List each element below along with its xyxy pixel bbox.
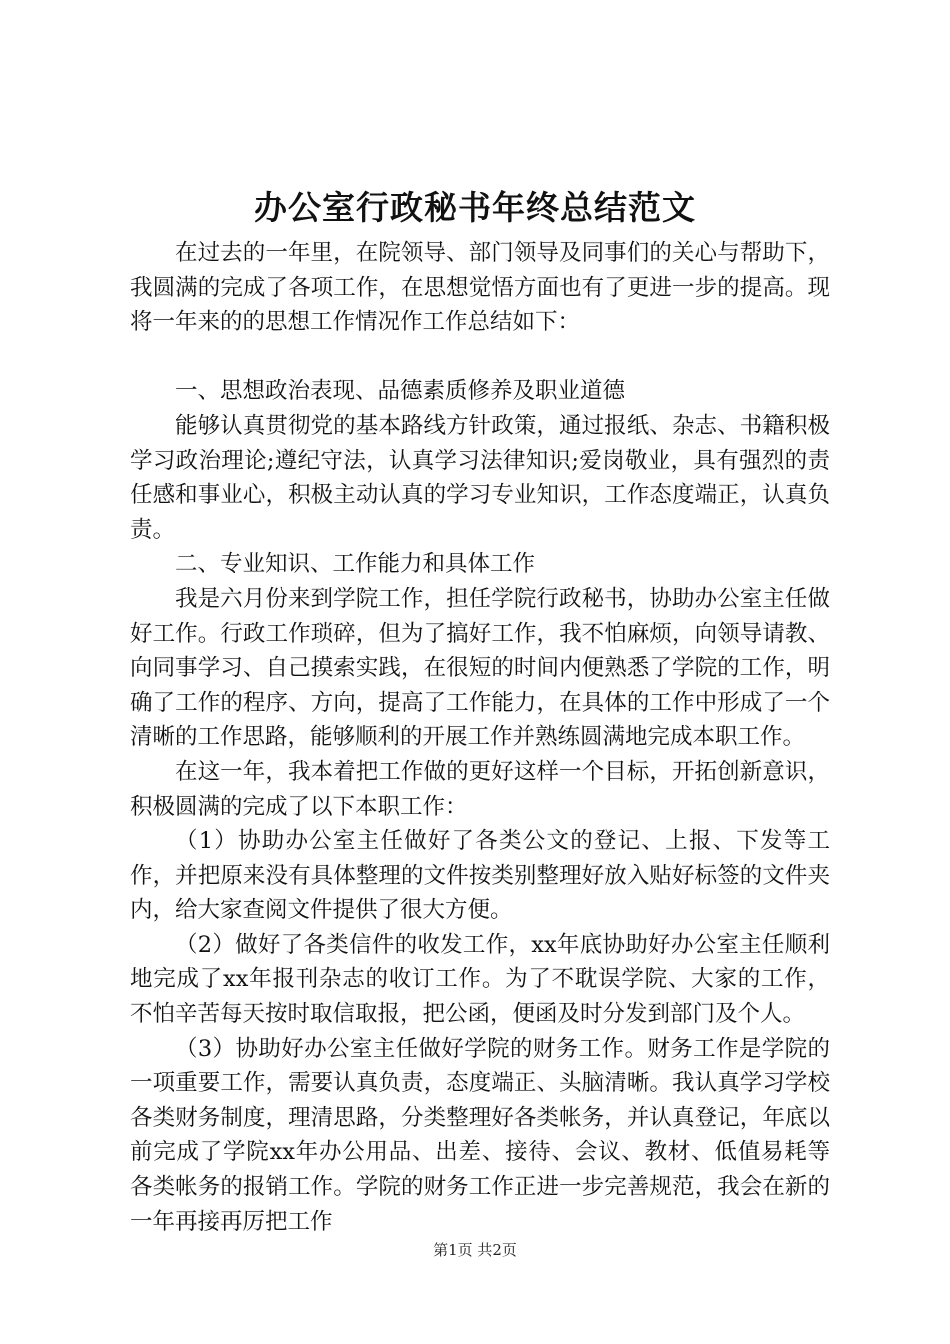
list-item-2: （2）做好了各类信件的收发工作，xx年底协助好办公室主任顺利地完成了xx年报刊杂志的收订工作。为了不耽误学院、大家的工作，不怕辛苦每天按时取信取报，把公函，便函及时分发到部门及个人。 bbox=[130, 931, 830, 1028]
list-item-3: （3）协助好办公室主任做好学院的财务工作。财务工作是学院的一项重要工作，需要认真负责，态度端正、头脑清晰。我认真学习学校各类财务制度，理清思路，分类整理好各类帐务，并认真登记，年底以前完成了学院xx年办公用品、出差、接待、会议、教材、低值易耗等各类帐务的报销工作。学院的财务工作正进一步完善规范，我会在新的一年再接再厉把工作 bbox=[130, 1035, 830, 1235]
document-body bbox=[130, 236, 830, 1239]
section-heading-1: 一、思想政治表现、品德素质修养及职业道德 bbox=[175, 378, 626, 405]
body-paragraph: 能够认真贯彻党的基本路线方针政策，通过报纸、杂志、书籍积极学习政治理论;遵纪守法，认真学习法律知识;爱岗敬业，具有强烈的责任感和事业心，积极主动认真的学习专业知识，工作态度端正，认真负责。 bbox=[130, 412, 830, 543]
body-paragraph: 在这一年，我本着把工作做的更好这样一个目标，开拓创新意识，积极圆满的完成了以下本职工作： bbox=[130, 758, 830, 820]
document-title: 办公室行政秘书年终总结范文 bbox=[254, 188, 696, 227]
list-item-1: （1）协助办公室主任做好了各类公文的登记、上报、下发等工作，并把原来没有具体整理的文件按类别整理好放入贴好标签的文件夹内，给大家查阅文件提供了很大方便。 bbox=[130, 828, 830, 924]
intro-paragraph: 在过去的一年里，在院领导、部门领导及同事们的关心与帮助下，我圆满的完成了各项工作，在思想觉悟方面也有了更进一步的提高。现将一年来的的思想工作情况作工作总结如下： bbox=[130, 240, 830, 336]
page-footer: 第1页 共2页 bbox=[433, 1241, 517, 1259]
body-paragraph: 我是六月份来到学院工作，担任学院行政秘书，协助办公室主任做好工作。行政工作琐碎，但为了搞好工作，我不怕麻烦，向领导请教、向同事学习、自己摸索实践，在很短的时间内便熟悉了学院的工作，明确了工作的程序、方向，提高了工作能力，在具体的工作中形成了一个清晰的工作思路，能够顺利的开展工作并熟练圆满地完成本职工作。 bbox=[130, 585, 830, 751]
section-heading-2: 二、专业知识、工作能力和具体工作 bbox=[175, 551, 536, 578]
